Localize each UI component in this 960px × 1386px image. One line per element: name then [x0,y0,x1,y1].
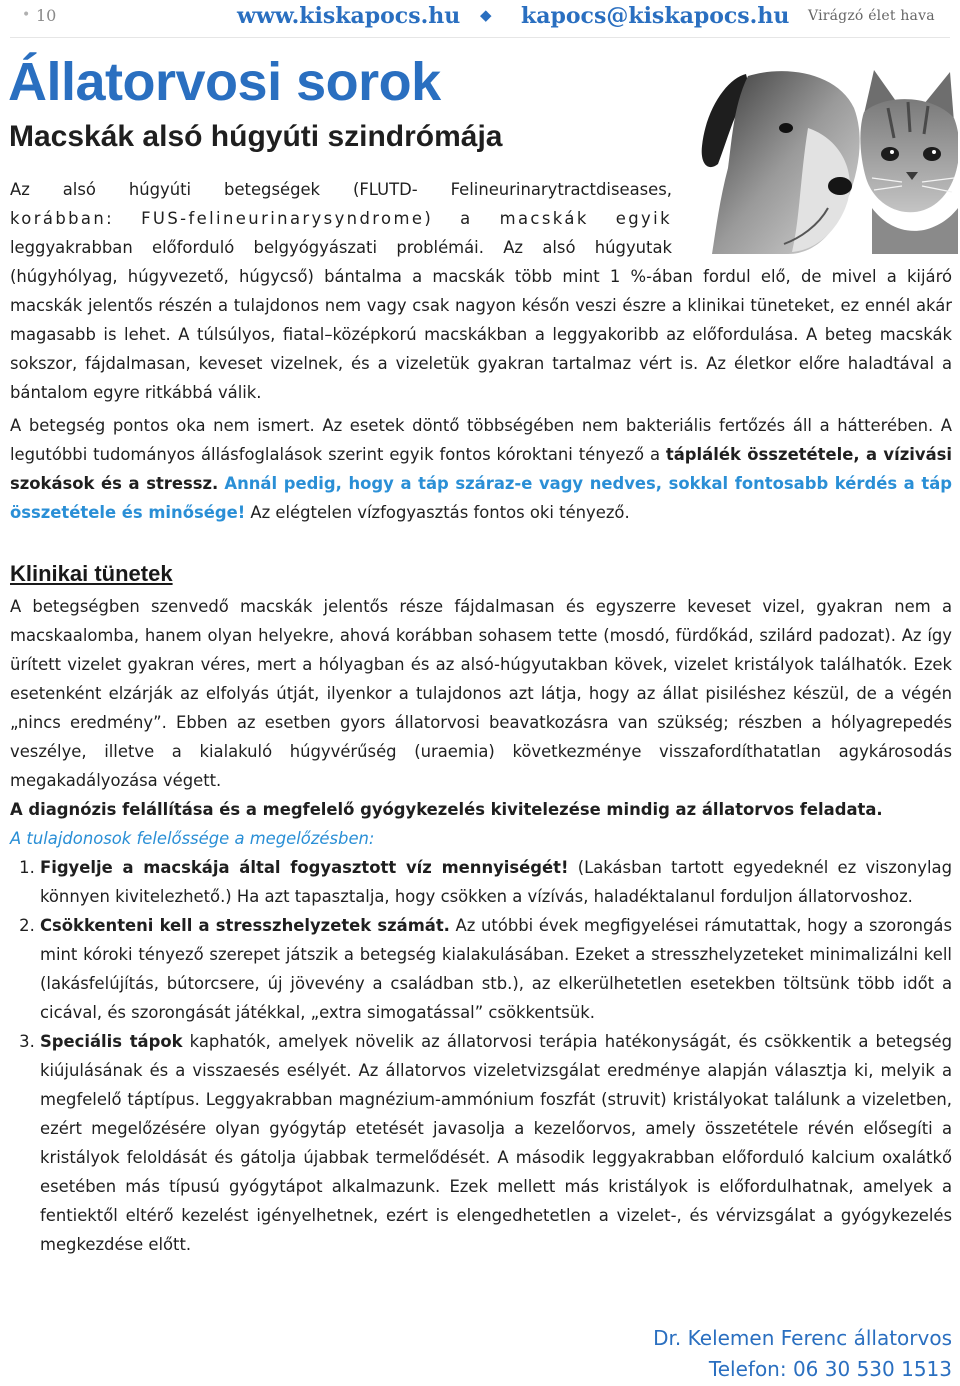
diagnosis-statement: A diagnózis felállítása és a megfelelő gyógykezelés kivitelezése mindig az állatorvos feladata. [10,800,883,819]
article-subtitle: Macskák alsó húgyúti szindrómája [9,120,503,153]
intro-block [10,262,952,527]
page-number: 10 [36,6,57,25]
list-item [40,1027,952,1259]
intro-line: korábban: FUS-felineurinarysyndrome) a macskák egyik [10,209,672,228]
prevention-list [10,853,952,1259]
clinical-block [10,592,952,1259]
list-item-lead: Speciális tápok [40,1032,183,1051]
intro-line: leggyakrabban előforduló belgyógyászati problémái. Az alsó húgyutak [10,238,672,257]
email-link[interactable]: kapocs@kiskapocs.hu [521,3,790,29]
page-header [0,0,960,36]
section-title-clinical: Klinikai tünetek [10,561,173,586]
magazine-issue: Virágzó élet hava [808,8,935,24]
cat-eye-right [923,147,941,161]
diamond-separator-icon: ◆ [480,6,492,24]
clinical-paragraph: A betegségben szenvedő macskák jelentős része fájdalmasan és egyszerre keveset vizel, gyakran nem a macskaalomba, hanem olyan helyekre, ahová korábban sohasem tette (mosdó, fürdőkád, szilárd padozat). Az így ürített vizelet gyakran véres, mert a hólyagban és az alsó-húgyutakban kövek, vizelet kristályok találhatók. Ezek esetenként elzárják az elfolyás útját, ilyenkor a tulajdonos azt látja, hogy az állat pisiléshez készül, de a végén „nincs eredmény”. Ebben az esetben gyors állatorvosi beavatkozásra van szükség; részben a hólyagrepedés veszélye, illetve a kialakuló húgyvérűség (uraemia) következménye visszafordíthatatlan agykárosodás megakadályozása végett. [10,597,952,790]
list-item-lead: Csökkenteni kell a stresszhelyzetek számát. [40,916,450,935]
dog-nose [828,177,852,195]
list-item-text: (Lakásban tartott egyedeknél ez viszonylag könnyen kivitelezhető.) Ha azt tapasztalja, hogy csökken a vízívás, haladéktalanul forduljon állatorvoshoz. [40,858,952,906]
header-divider [10,37,950,38]
list-item-text: kaphatók, amelyek növelik az állatorvosi terápia hatékonyságát, és csökkentik a betegség kiújulásának és a visszaesés esélyét. Az állatorvos vizeletvizsgálat eredménye alapján választja ki, melyik a megfelelő táptípus. Leggyakrabban magnézium-ammónium foszfát (struvit) kristályokat találunk a vizeletben, ezért megelőzésére olyan gyógytáp etetését javasolja a kezelőorvos, amely összetétele révén elősegíti a kristályok feloldását és gátolja újabbak termelődését. A második leggyakrabban előforduló kalcium oxalátkő esetében más típusú gyógytápot alkalmazunk. Ezek mellett más kristályok is előfordulhatnak, amelyek a fentiektől eltérő kezelést igényelhetnek, ezért is elengedhetetlen a vizelet-, és vérvizsgálat a gyógykezelés megkezdése előtt. [40,1032,952,1254]
owners-heading: A tulajdonosok felelőssége a megelőzésben: [10,829,375,848]
website-link[interactable]: www.kiskapocs.hu [237,3,461,29]
cause-tail: Az elégtelen vízfogyasztás fontos oki tényező. [245,503,630,522]
list-item [40,911,952,1027]
cause-text: A betegség pontos oka nem ismert. Az esetek döntő többségében nem bakteriális fertőzés áll a hátterében. A legutóbbi tudományos állásfoglalások szerint egyik fontos kóroktani tényező a [10,416,952,464]
cause-paragraph [10,411,952,527]
intro-paragraph-cont: (húgyhólyag, húgyvezető, húgycső) bántalma a macskák több mint 1 %-ában fordul elő, de mivel a kijáró macskák jelentős részén a tulajdonos nem vagy csak nagyon későn veszi észre a klinikai tüneteket, ez ennél akár magasabb is lehet. A túlsúlyos, fiatal–középkorú macskákban a leggyakoribb az előfordulása. A beteg macskák sokszor, fájdalmasan, keveset vizelnek, és a vizeletük gyakran tartalmaz vért is. Az életkor előre haladtával a bántalom egyre ritkábbá válik. [10,267,952,402]
author-signature: Dr. Kelemen Ferenc állatorvos [653,1326,952,1350]
intro-line: Az alsó húgyúti betegségek (FLUTD- Felineurinarytractdiseases, [10,180,672,199]
header-bullet: • [22,7,31,23]
cause-highlight: Annál pedig, hogy a táp száraz-e vagy nedves, sokkal fontosabb kérdés a táp összetétele és minősége! [10,474,952,522]
dog-eye [779,123,793,133]
list-item-lead: Figyelje a macskája által fogyasztott víz mennyiségét! [40,858,569,877]
cat-body [872,208,958,254]
article-title: Állatorvosi sorok [8,52,441,112]
intro-paragraph-start [10,175,672,262]
list-item [40,853,952,911]
author-phone: Telefon: 06 30 530 1513 [708,1357,952,1381]
cause-bold: táplálék összetétele, a vízivási szokások és a stressz. [10,445,952,493]
list-item-text: Az utóbbi évek megfigyelései rámutattak, hogy a szorongás mint kóroki tényező szerepet játszik a betegség kialakulásában. Ezeket a stresszhelyzeteket minimalizálni kell (lakásfelújítás, bútorcsere, új jövevény a családban stb.), az elkerülhetetlen esetekben töltsünk több időt a cicával, és szorongását játékkal, „extra simogatással” csökkentsük. [40,916,952,1022]
dog-and-cat-photo [688,68,958,254]
cat-eye-left [881,147,899,161]
